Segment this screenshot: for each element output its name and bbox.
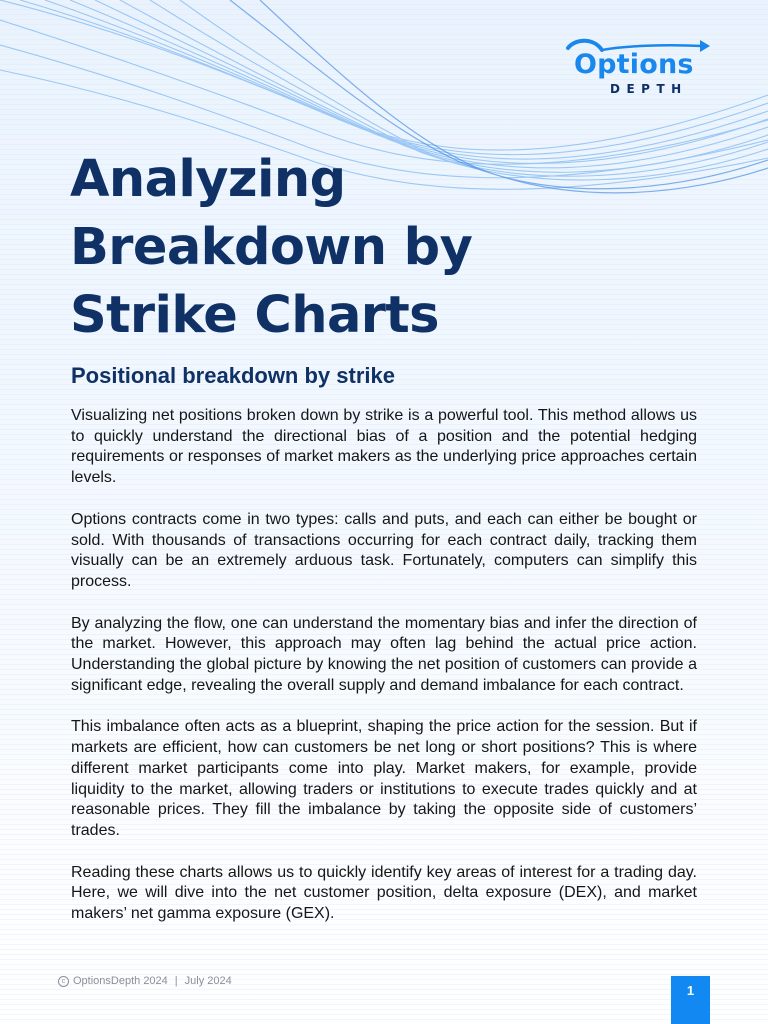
paragraph: Reading these charts allows us to quickly identify key areas of interest for a trading day. Here, we will dive into the net customer position, delta exposure (DEX), and market makers’ net gamma exposure (GEX).: [71, 863, 697, 923]
logo-subtext: DEPTH: [610, 82, 688, 96]
footer-copyright: OptionsDepth 2024: [73, 975, 168, 987]
body-text: [71, 406, 697, 946]
title-line: Strike Charts: [70, 286, 439, 345]
title-line: Analyzing: [70, 150, 346, 209]
copyright-icon: c: [58, 976, 69, 987]
section-heading: Positional breakdown by strike: [71, 363, 395, 388]
paragraph: Options contracts come in two types: calls and puts, and each can either be bought or sold. With thousands of transactions occurring for each contract daily, tracking them visually can be an extremely arduous task. Fortunately, computers can simplify this process.: [71, 510, 697, 590]
page-footer: [58, 975, 232, 987]
footer-separator: |: [174, 975, 178, 987]
footer-date: July 2024: [184, 975, 232, 987]
logo-wordmark: Options: [574, 49, 694, 80]
optionsdepth-logo: [564, 36, 714, 102]
paragraph: Visualizing net positions broken down by strike is a powerful tool. This method allows us to quickly understand the directional bias of a position and the potential hedging requirements or responses of market makers as the underlying price approaches certain levels.: [71, 407, 697, 487]
paragraph: This imbalance often acts as a blueprint, shaping the price action for the session. But if markets are efficient, how can customers be net long or short positions? This is where different market participants come into play. Market makers, for example, provide liquidity to the market, allowing traders or institutions to execute trades quickly and at reasonable prices. They fill the imbalance by taking the opposite side of customers’ trades.: [71, 718, 697, 839]
page-number-badge: 1: [671, 976, 710, 1024]
paragraph: By analyzing the flow, one can understand the momentary bias and infer the direction of the market. However, this approach may often lag behind the actual price action. Understanding the global picture by knowing the net position of customers can provide a significant edge, revealing the overall supply and demand imbalance for each contract.: [71, 614, 697, 694]
title-line: Breakdown by: [70, 218, 473, 277]
page-title: [70, 146, 630, 350]
